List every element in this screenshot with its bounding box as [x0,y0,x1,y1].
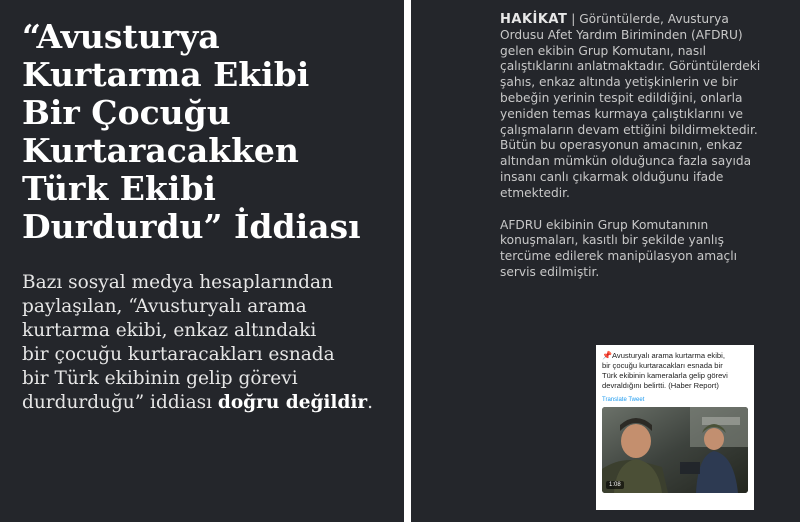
summary-line: kurtarma ekibi, enkaz altındaki [22,320,317,341]
tweet-line: Avusturyalı arama kurtarma ekibi, [611,351,725,360]
para-line: gelen ekibin Grup Komutanı, nasıl [500,43,707,58]
summary-last-text: durdurduğu” iddiası [22,392,218,413]
summary-line: bir Türk ekibinin gelip görevi [22,368,298,389]
tweet-video[interactable] [602,407,748,493]
headline-line: Kurtaracakken [22,131,299,170]
verdict-emphasis: doğru değildir [217,392,368,413]
para-line: çalışmaların devam ettiğini bildirmektedir. [500,122,758,137]
pushpin-icon: 📌 [602,351,612,360]
tweet-line: Türk ekibinin kameralarla gelip görevi [602,371,728,380]
para-line: AFDRU ekibinin Grup Komutanının [500,217,709,232]
para-line: tercüme edilerek manipülasyon amaçlı [500,249,738,264]
para-line: insanı canlı çıkarmak olduğunu ifade [500,169,724,184]
headline-line: Bir Çocuğu [22,93,231,132]
summary-line-last [22,391,384,415]
para-line: çalıştıklarını anlatmaktadır. Görüntülerdeki [500,59,761,74]
headline-title [22,18,384,246]
para-line: altından mümkün olduğunca fazla sayıda [500,154,752,169]
headline-line: Durdurdu” İddiası [22,207,361,246]
tweet-screenshot [596,345,754,510]
tweet-text [602,351,749,391]
headline-line: Türk Ekibi [22,169,216,208]
para-line: şahıs, enkaz altında yetişkinlerin ve bir [500,75,738,90]
claim-summary [22,271,384,415]
translate-tweet-link[interactable]: Translate Tweet [602,397,645,403]
tweet-line: devraldığını belirtti. (Haber Report) [602,381,719,390]
para-line: etmektedir. [500,185,570,200]
para-line: Görüntülerde, Avusturya [579,12,729,26]
headline-line: “Avusturya [22,17,220,56]
para-line: bebeğin yerinin tespit edildiğini, onlarla [500,90,743,105]
verdict-label: HAKİKAT [500,12,568,27]
explanation-paragraph-1 [500,12,780,202]
summary-end: . [367,392,374,413]
video-frame-image [602,407,748,493]
para-line: Bütün bu operasyonun amacının, enkaz [500,138,743,153]
summary-line: bir çocuğu kurtaracakları esnada [22,344,335,365]
para-line: konuşmaları, kasıtlı bir şekilde yanlış [500,233,725,248]
video-duration: 1:08 [606,481,624,489]
headline-line: Kurtarma Ekibi [22,55,310,94]
para-line: servis edilmiştir. [500,264,600,279]
tweet-line: bir çocuğu kurtaracakları esnada bir [602,361,723,370]
verdict-separator: | [567,12,580,26]
explanation-paragraph-2 [500,218,780,281]
para-line: Ordusu Afet Yardım Biriminden (AFDRU) [500,27,743,42]
summary-line: Bazı sosyal medya hesaplarından [22,272,333,293]
para-line: yeniden temas kurmaya çalıştıklarını ve [500,106,744,121]
summary-line: paylaşılan, “Avusturyalı arama [22,296,307,317]
